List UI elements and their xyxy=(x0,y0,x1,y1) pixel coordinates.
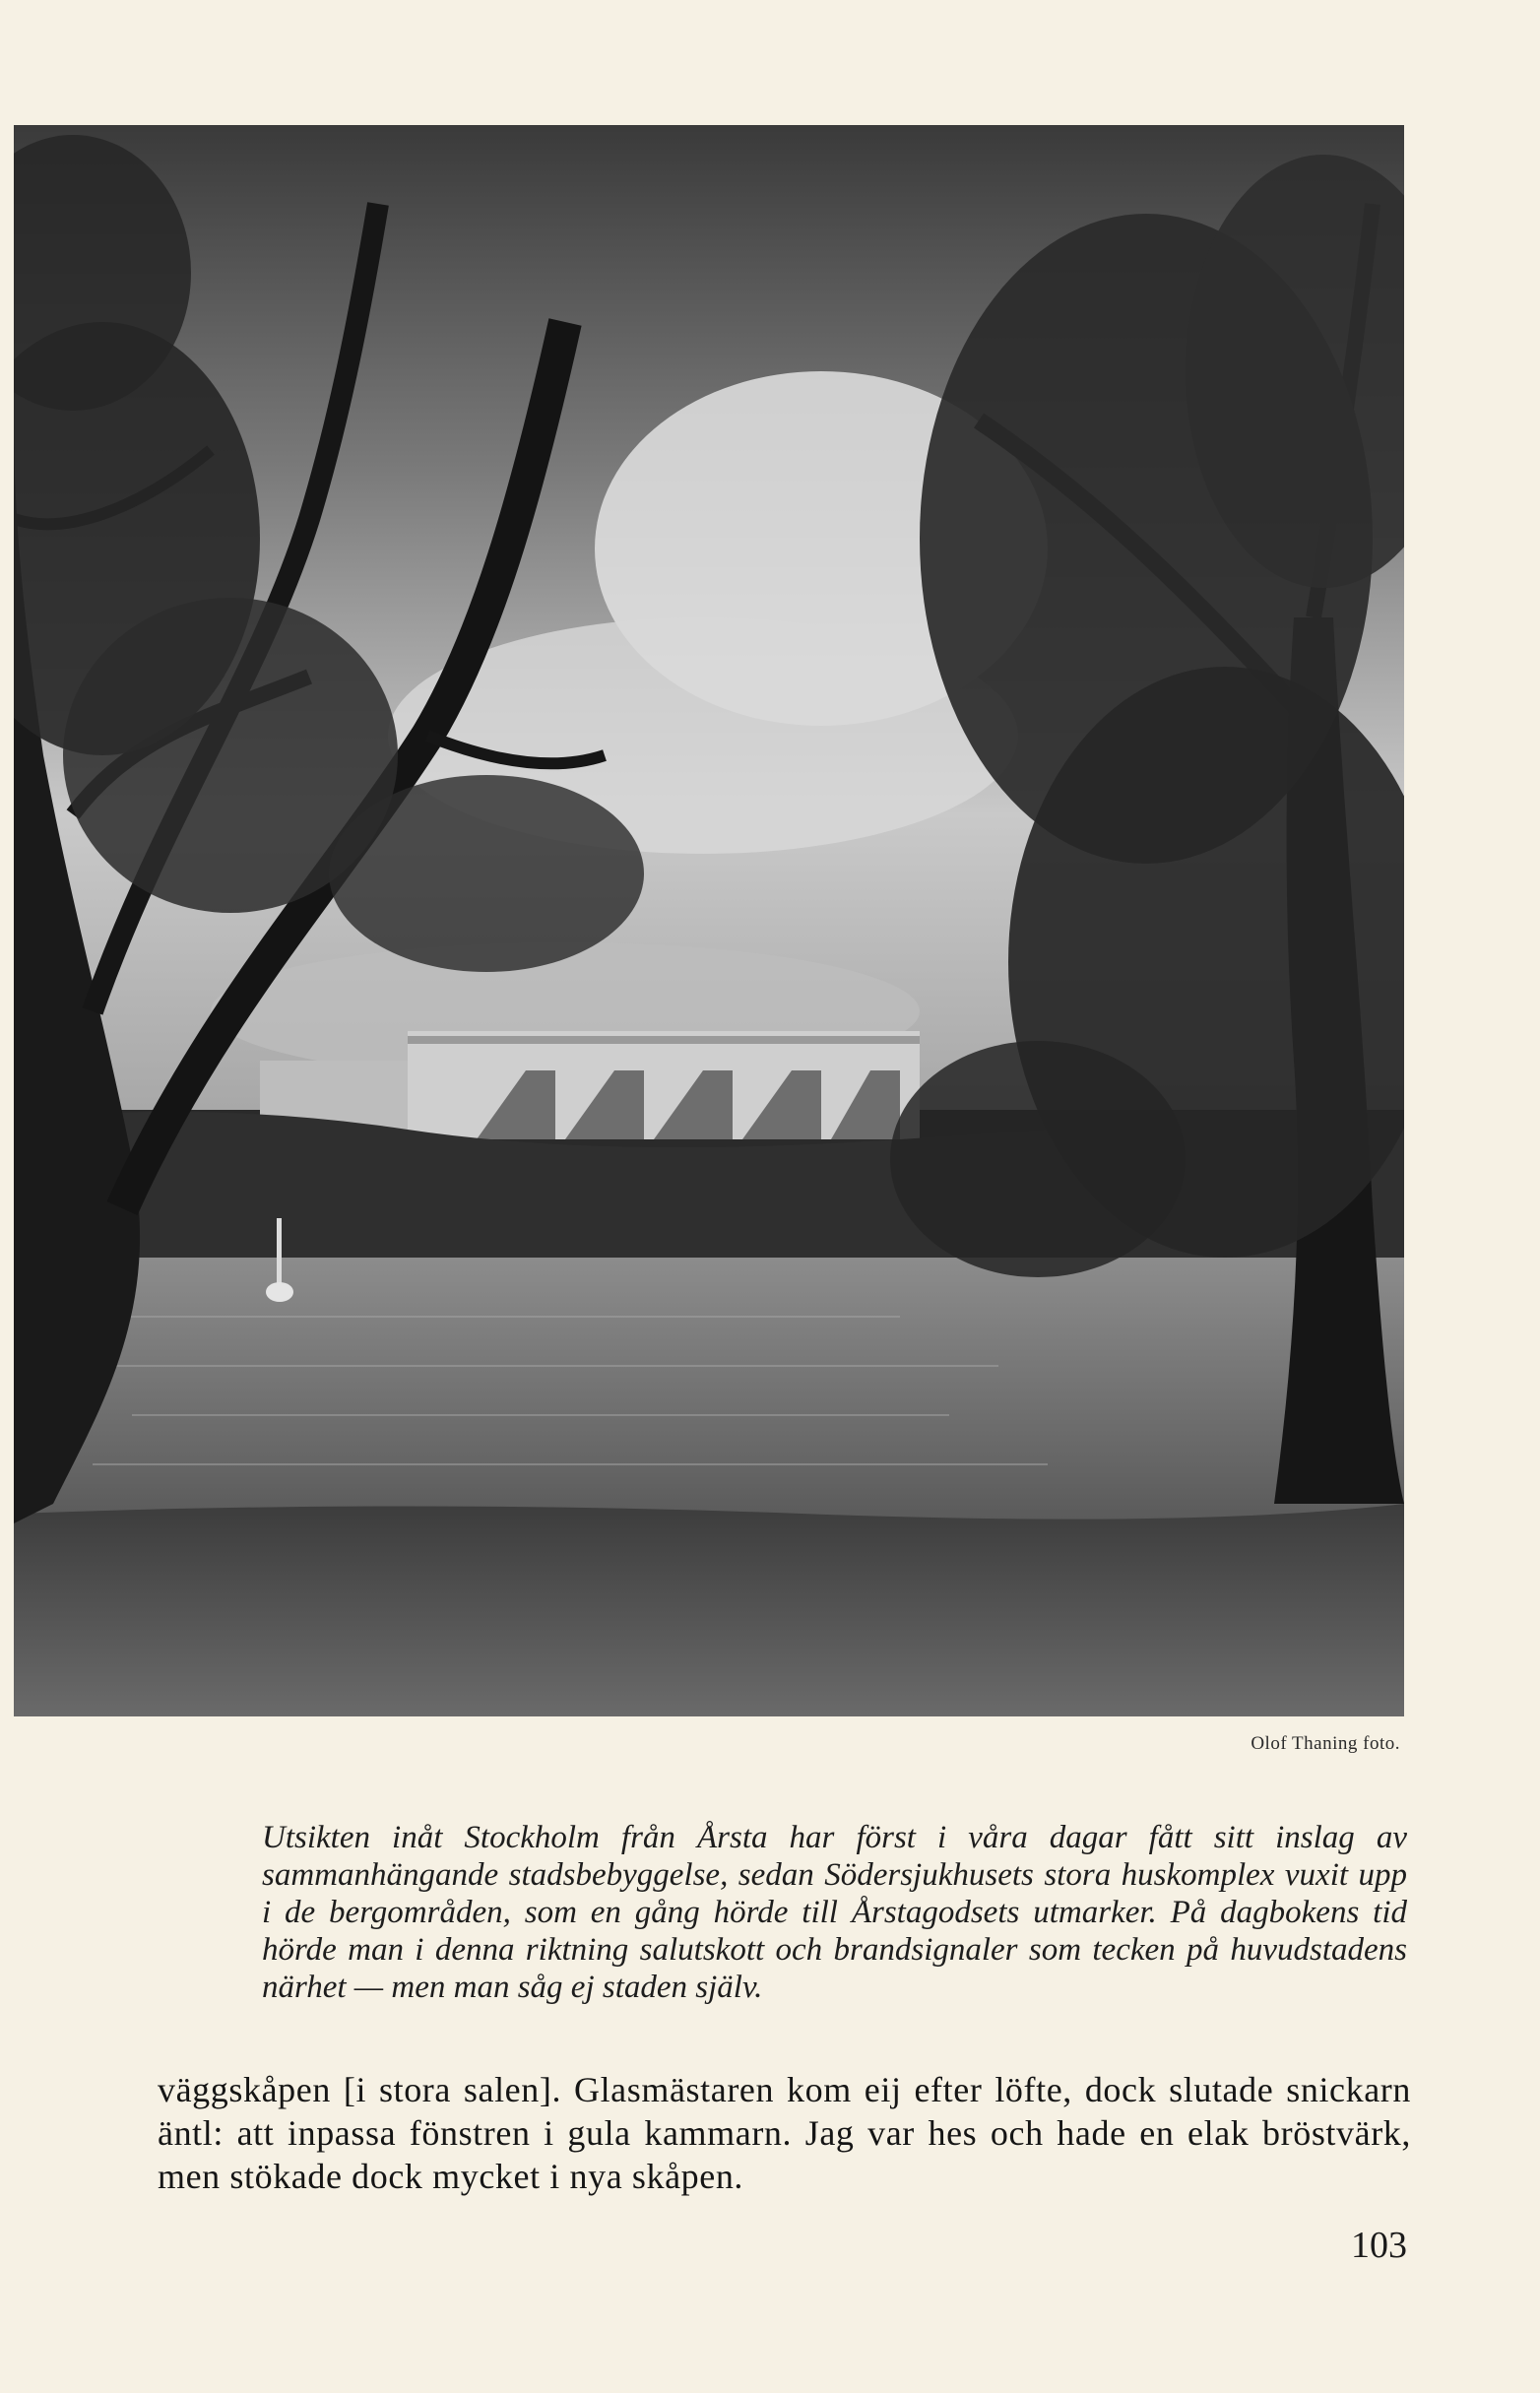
photo-illustration xyxy=(14,125,1404,1716)
landscape-photograph xyxy=(14,125,1404,1716)
body-paragraph: väggskåpen [i stora salen]. Glasmästaren kom eij efter löfte, dock slutade snickarn äntl: att inpassa fönstren i gula kammarn. Jag var hes och hade en elak bröstvärk, men stökade dock mycket i nya skåpen. xyxy=(158,2070,1411,2196)
page-number: 103 xyxy=(1351,2225,1407,2266)
photo-caption: Utsikten inåt Stockholm från Årsta har först i våra dagar fått sitt inslag av sammanhängande stadsbebyggelse, sedan Södersjukhusets stora huskomplex vuxit upp i de bergområden, som en gång hörde till Årstagodsets utmarker. På dagbokens tid hörde man i denna riktning salutskott och brandsignaler som tecken på huvudstadens närhet — men man såg ej staden själv. xyxy=(262,1820,1407,2005)
photo-credit: Olof Thaning foto. xyxy=(1251,1733,1400,1754)
